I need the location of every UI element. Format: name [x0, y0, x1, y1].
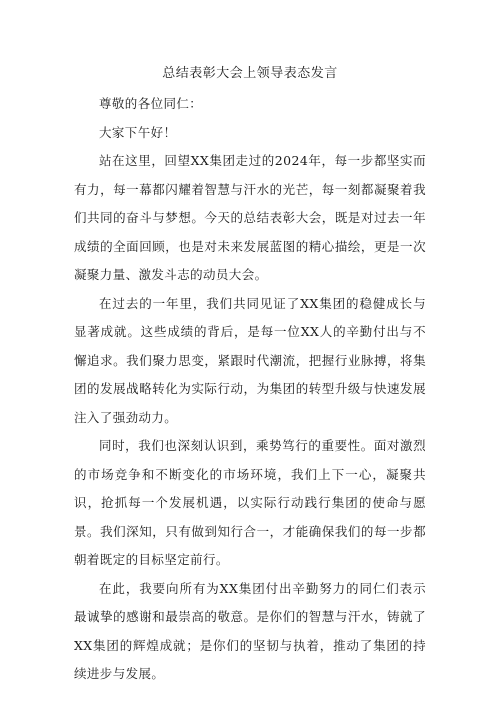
body-paragraph-3: 同时，我们也深刻认识到，乘势笃行的重要性。面对激烈的市场竞争和不断变化的市场环境，我们上下一心，凝聚共识，抢抓每一个发展机遇，以实际行动践行集团的使命与愿景。我们深知，只有做到知行合一，才能确保我们的每一步都朝着既定的目标坚定前行。 [74, 438, 426, 567]
greeting: 大家下午好！ [99, 124, 177, 140]
document-title: 总结表彰大会上领导表态发言 [162, 66, 338, 81]
body-paragraph-2: 在过去的一年里，我们共同见证了XX集团的稳健成长与显著成就。这些成绩的背后，是每一位XX人的辛勤付出与不懈追求。我们聚力思变，紧跟时代潮流，把握行业脉搏，将集团的发展战略转化为实际行动，为集团的转型升级与快速发展注入了强劲动力。 [74, 295, 426, 425]
body-paragraph-4: 在此，我要向所有为XX集团付出辛勤努力的同仁们表示最诚挚的感谢和最崇高的敬意。是你们的智慧与汗水，铸就了XX集团的辉煌成就；是你们的坚韧与执着，推动了集团的持续进步与发展。 [74, 580, 426, 681]
salutation: 尊敬的各位同仁： [99, 96, 203, 111]
body-paragraph-1: 站在这里，回望XX集团走过的2024年，每一步都坚实而有力，每一幕都闪耀着智慧与汗水的光芒，每一刻都凝聚着我们共同的奋斗与梦想。今天的总结表彰大会，既是对过去一年成绩的全面回顾，也是对未来发展蓝图的精心描绘，更是一次凝聚力量、激发斗志的动员大会。 [74, 153, 426, 282]
